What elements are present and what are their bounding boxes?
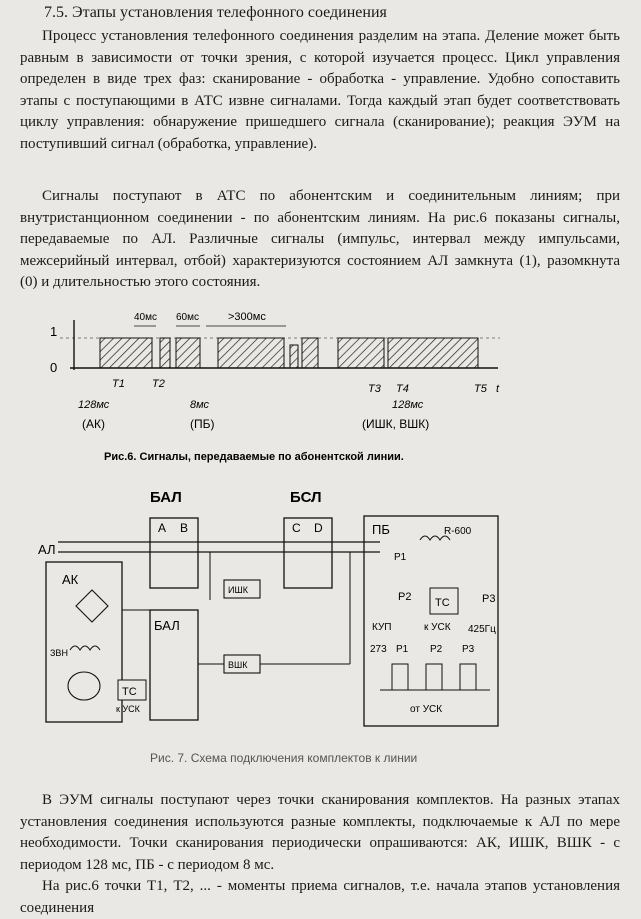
to-usk-left-label: к УСК [116,704,140,714]
ak-label: АК [62,572,79,587]
to-usk-right-label: к УСК [424,622,451,633]
relay-2 [426,664,442,690]
zvn-label: ЗВН [50,648,68,658]
relay-p3-label: Р3 [462,644,475,655]
optocoupler [68,672,100,700]
period-128ms-left: 128мс [78,399,110,411]
signal-pulse [338,338,384,368]
group-pb-label: (ПБ) [190,417,215,431]
figure-7-connection-diagram [0,480,641,770]
signal-pulse [176,338,200,368]
t4-marker: T4 [396,383,409,395]
bal-top-title: БАЛ [150,489,182,506]
time-axis-label: t [496,383,500,395]
level-one-label: 1 [50,324,58,339]
relay-p1-label: Р1 [396,644,409,655]
relay-1 [392,664,408,690]
pb-box [364,516,498,726]
duration-300ms-label: >300мс [228,311,266,323]
signal-pulse [218,338,284,368]
relay-3 [460,664,476,690]
figure-6-signal-diagram [0,290,641,470]
signal-pulse [388,338,478,368]
paragraph-time-points: На рис.6 точки Т1, Т2, ... - моменты приема сигналов, т.е. начала этапов установления соединения [20,878,620,916]
group-ishk-vshk-label: (ИШК, ВШК) [362,417,430,431]
contact-d-label: D [314,521,323,535]
contact-c-label: С [292,521,301,535]
figure-7-caption: Рис. 7. Схема подключения комплектов к линии [150,751,418,765]
p2-label: Р2 [398,591,412,603]
signal-pulse [100,338,152,368]
ts-right-label: ТС [435,597,450,609]
relay-p2-label: Р2 [430,644,443,655]
period-128ms-right: 128мс [392,399,424,411]
contact-a-label: А [158,521,167,535]
t2-marker: T2 [152,378,165,390]
p1-label: Р1 [394,552,407,563]
duration-60ms-label: 60мс [176,312,199,323]
group-ak-label: (АК) [82,417,105,431]
ishk-label: ИШК [228,585,248,595]
p3-label: Р3 [482,593,496,605]
pb-label: ПБ [372,522,390,537]
r600-label: R-600 [444,526,472,537]
from-usk-label: от УСК [410,704,443,715]
level-zero-label: 0 [50,360,58,375]
paragraph-signals: Сигналы поступают в АТС по абонентским и соединительным линиям; при внутристанционном соединении - по абонентским линиям. На рис.6 показаны сигналы, передаваемые по АЛ. Различные сигналы (импульс, интервал между импульсами, межсерийный интервал, отбой) характеризуются состоянием АЛ замкнута (1), разомкнута (0) и длительностью этого состояния. [20,188,620,290]
paragraph-scanning: В ЭУМ сигналы поступают через точки сканирования комплектов. На разных этапах установления соединения используются разные комплекты, подключаемые к АЛ по мере необходимости. Точки сканирования периодически опрашиваются: АК, ИШК, ВШК - с периодом 128 мс, ПБ - с периодом 8 мс. [20,792,620,873]
al-label: АЛ [38,542,56,557]
ts-left-label: ТС [122,686,137,698]
figure-6-caption: Рис.6. Сигналы, передаваемые по абонентской линии. [104,451,404,463]
v273-label: 273 [370,644,387,655]
contact-b-label: В [180,521,189,535]
period-8ms: 8мс [190,399,210,411]
vshk-label: ВШК [228,660,248,670]
t1-marker: T1 [112,378,125,390]
bsl-title: БСЛ [290,489,322,506]
signal-pulse [160,338,170,368]
freq-425-label: 425Гц [468,624,496,635]
signal-pulse [290,345,298,368]
kup-label: КУП [372,622,392,633]
paragraph-intro: Процесс установления телефонного соединения разделим на этапа. Деление может быть равным в зависимости от точки зрения, с которой изучается процесс. Цикл управления определен в виде трех фаз: сканирование - обработка - управление. Удобно сопоставить этапы с поступающими в АТС извне сигналами. Тогда каждый этап будет соответствовать циклу управления: обнаружение пришедшего сигнала (сканирование); реакция ЭУМ на поступивший сигнал (обработка, управление). [20,28,620,152]
bal-bottom-label: БАЛ [154,618,180,633]
signal-pulse [302,338,318,368]
t3-marker: T3 [368,383,381,395]
t5-marker: T5 [474,383,487,395]
section-heading: 7.5. Этапы установления телефонного соединения [44,4,387,21]
rectifier-bridge [76,590,108,622]
ak-box [46,562,122,722]
duration-40ms-label: 40мс [134,312,157,323]
